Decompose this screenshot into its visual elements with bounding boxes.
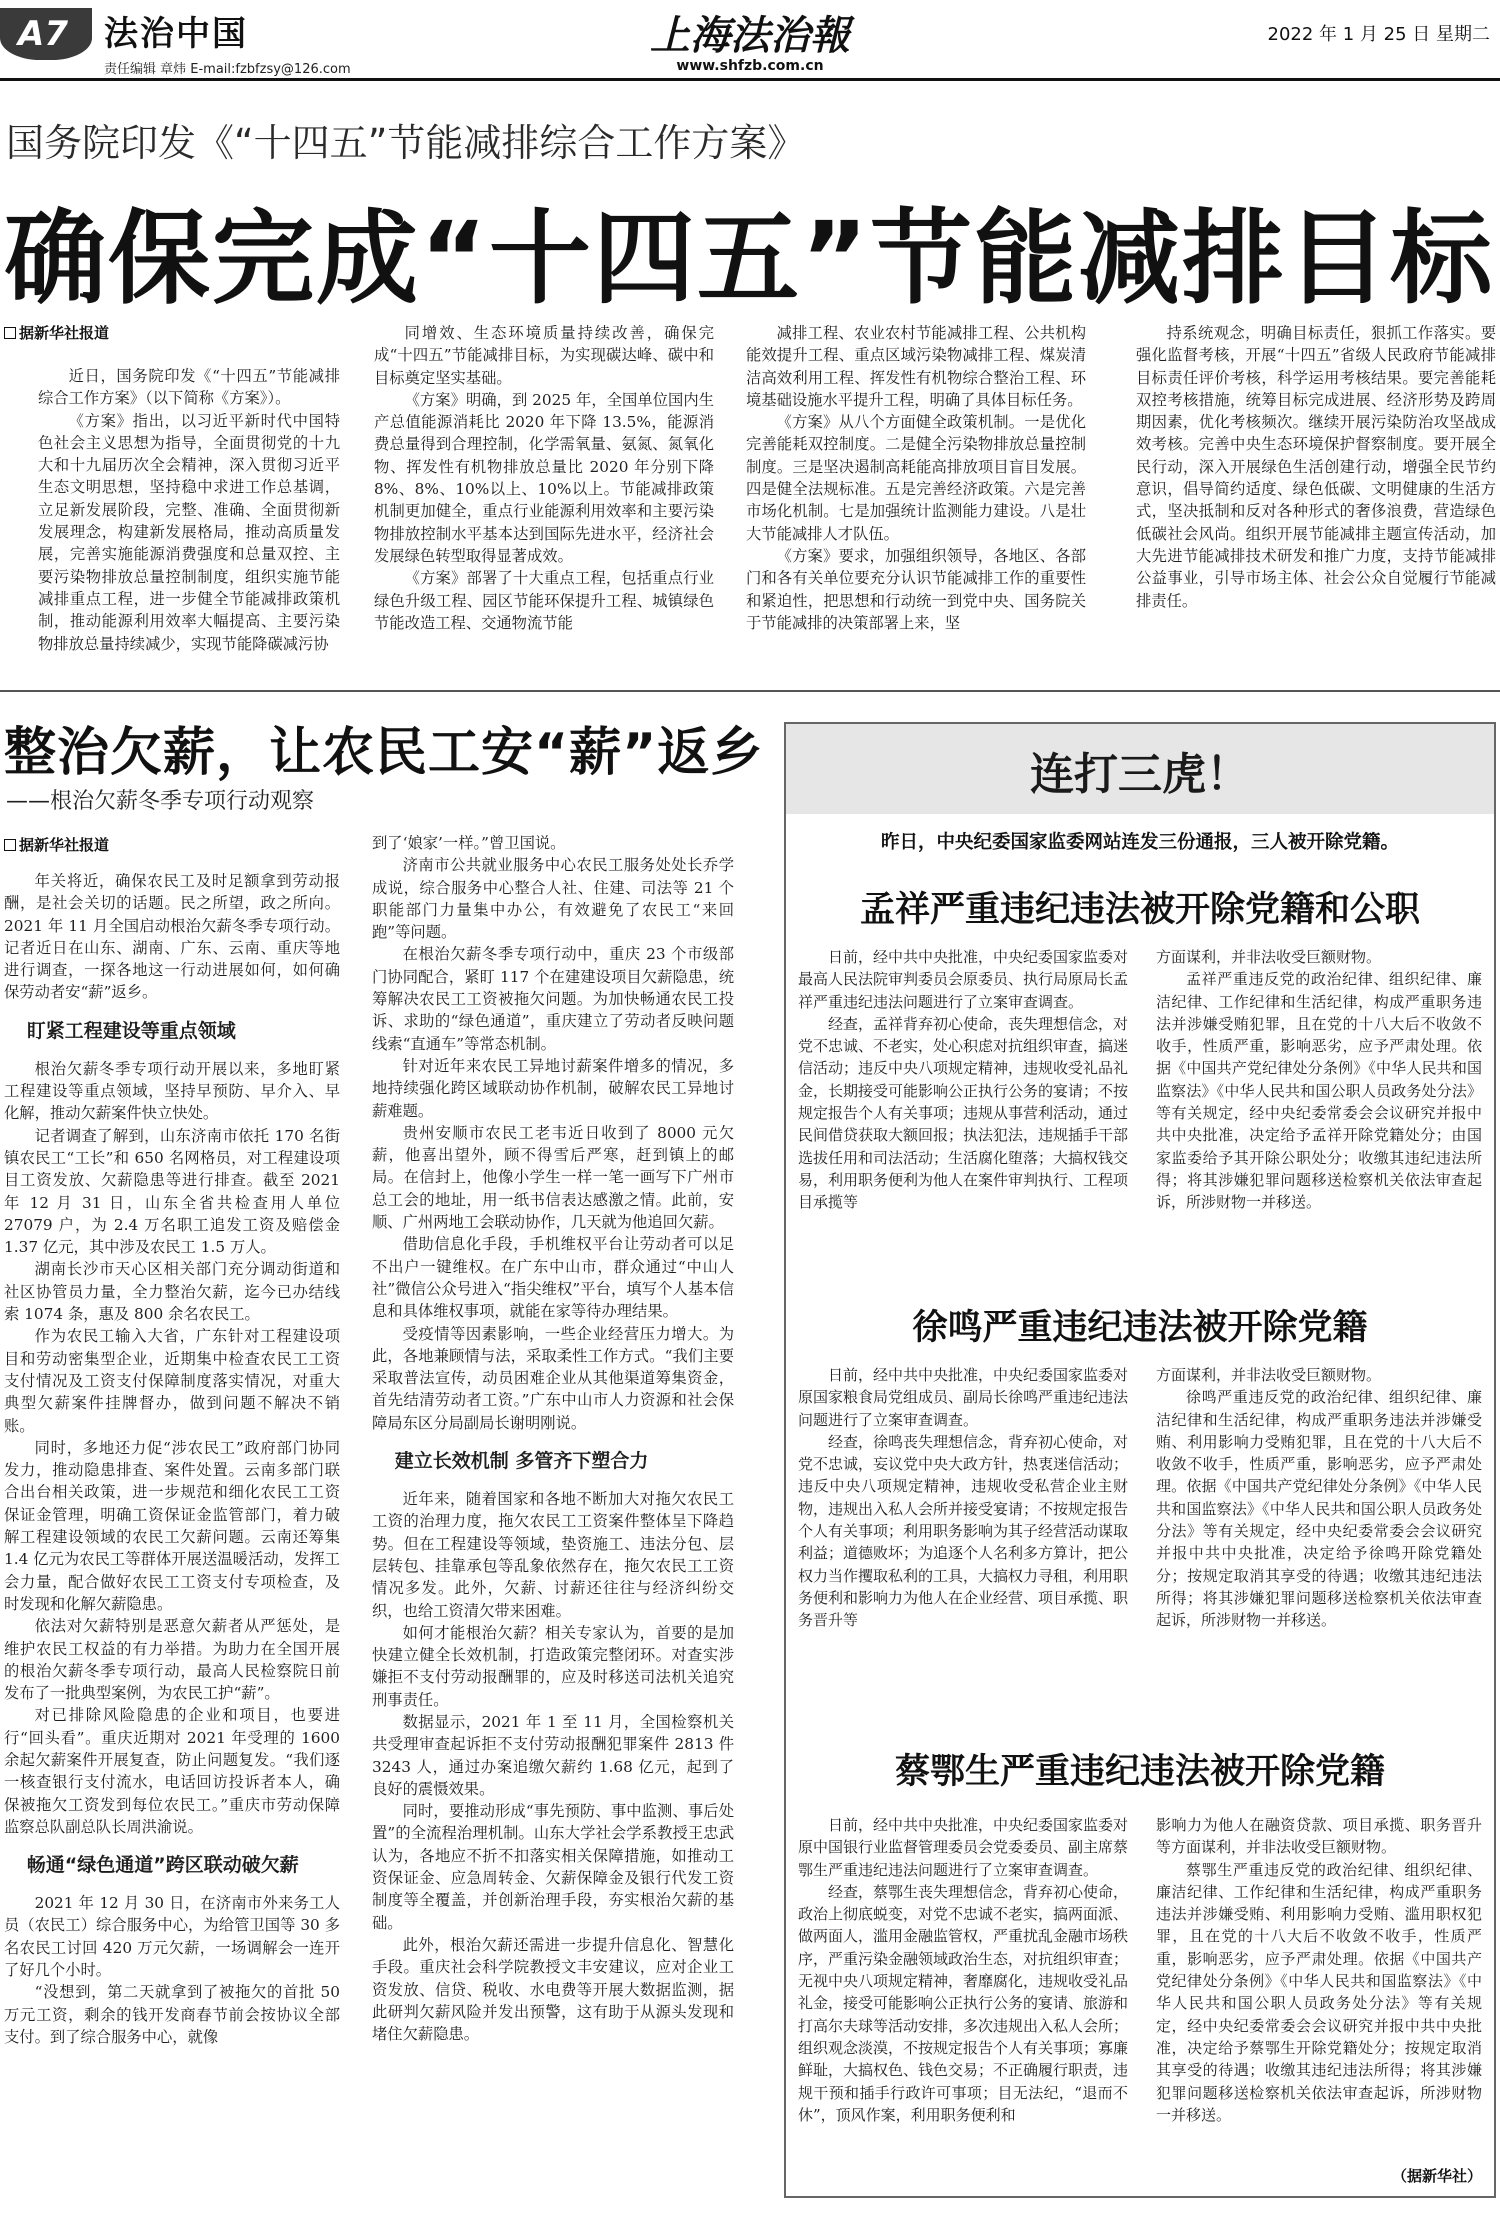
paragraph: 依法对欠薪特别是恶意欠薪者从严惩处，是维护农民工权益的有力举措。为助力在全国开展的根治欠薪冬季专项行动，最高人民检察院日前发布了一批典型案例，为农民工护“薪”。 bbox=[4, 1617, 340, 1703]
paragraph: 同时，多地还力促“涉农民工”政府部门协同发力，推动隐患排查、案件处置。云南多部门联合出台相关政策，进一步规范和细化农民工工资保证金管理，明确工资保证金监管部门，着力破解工程建设领域的农民工欠薪问题。云南还筹集 1.4 亿元为农民工等群体开展送温暖活动，发挥工会力量，配合做好农民工工资支付专项检查，及时发现和化解欠薪隐患。 bbox=[4, 1438, 340, 1613]
article1-kicker: 国务院印发《“十四五”节能减排综合工作方案》 bbox=[6, 121, 806, 165]
paragraph: 经查，蔡鄂生丧失理想信念，背弃初心使命，政治上彻底蜕变，对党不忠诚不老实，搞两面派、做两面人，滥用金融监管权，严重扰乱金融市场秩序，严重污染金融领域政治生态，对抗组织审查；无视中央八项规定精神，奢靡腐化，违规收受礼品礼金，接受可能影响公正执行公务的宴请、旅游和打高尔夫球等活动安排，多次违规出入私人会所；组织观念淡漠，不按规定报告个人有关事项；寡廉鲜耻，大搞权色、钱色交易；不正确履行职责，违规干预和插手行政许可事项；目无法纪，“退而不休”，顶风作案，利用职务便利和 bbox=[798, 1882, 1128, 2124]
subheading: 建立长效机制 多管齐下塑合力 bbox=[394, 1450, 649, 1473]
paragraph: 徐鸣严重违反党的政治纪律、组织纪律、廉洁纪律和生活纪律，构成严重职务违法并涉嫌受贿、利用影响力受贿犯罪，且在党的十八大后不收敛不收手，性质严重，影响恶劣，应予严肃处理。依据《中国共产党纪律处分条例》《中华人民共和国监察法》《中华人民共和国公职人员政务处分法》等有关规定，经中央纪委常委会会议研究并报中共中央批准，决定给予徐鸣开除党籍处分；按规定取消其享受的待遇；收缴其违纪违法所得；将其涉嫌犯罪问题移送检察机关依法审查起诉，所涉财物一并移送。 bbox=[1156, 1388, 1482, 1630]
sidebar-credit: （据新华社） bbox=[1391, 2167, 1482, 2185]
paragraph: 对已排除风险隐患的企业和项目，也要进行“回头看”。重庆近期对 2021 年受理的 1600 余起欠薪案件开展复查，防止问题复发。“我们逐一核查银行支付流水，电话回访投诉者本人，确保被拖欠工资发到每位农民工。”重庆市劳动保障监察总队副总队长周洪渝说。 bbox=[4, 1706, 340, 1836]
paragraph: 数据显示，2021 年 1 至 11 月，全国检察机关共受理审查起诉拒不支付劳动报酬犯罪案件 2813 件 3243 人，通过办案追缴欠薪约 1.68 亿元，起到了良好的震慑效果。 bbox=[372, 1712, 734, 1798]
article2-column-2 bbox=[372, 832, 734, 2225]
paragraph: 近年来，随着国家和各地不断加大对拖欠农民工工资的治理力度，拖欠农民工工资案件整体呈下降趋势。但在工程建设等领域，垫资施工、违法分包、层层转包、挂靠承包等乱象依然存在，拖欠农民工工资情况多发。此外，欠薪、讨薪还往往与经济纠纷交织，也给工资清欠带来困难。 bbox=[372, 1490, 734, 1620]
article1-byline-text: 据新华社报道 bbox=[19, 324, 110, 342]
paragraph: 湖南长沙市天心区相关部门充分调动街道和社区协管员力量，全力整治欠薪，迄今已办结线索 1074 条，惠及 800 余名农民工。 bbox=[4, 1260, 340, 1324]
paragraph: 蔡鄂生严重违反党的政治纪律、组织纪律、廉洁纪律、工作纪律和生活纪律，构成严重职务违法并涉嫌受贿、利用影响力受贿、滥用职权犯罪，且在党的十八大后不收敛不收手，性质严重，影响恶劣，应予严肃处理。依据《中国共产党纪律处分条例》《中华人民共和国监察法》《中华人民共和国公职人员政务处分法》等有关规定，经中央纪委常委会会议研究并报中共中央批准，决定给予蔡鄂生开除党籍处分；按规定取消其享受的待遇；收缴其违纪违法所得；将其涉嫌犯罪问题移送检察机关依法审查起诉，所涉财物一并移送。 bbox=[1156, 1860, 1482, 2124]
case-title: 孟祥严重违纪违法被开除党籍和公职 bbox=[859, 890, 1420, 930]
case-body-right bbox=[1156, 1814, 1482, 2162]
paragraph: 到了‘娘家’一样。”曾卫国说。 bbox=[372, 834, 566, 852]
sidebar-box bbox=[784, 722, 1496, 2198]
paragraph: 《方案》指出，以习近平新时代中国特色社会主义思想为指导，全面贯彻党的十九大和十九届历次全会精神，深入贯彻习近平生态文明思想，坚持稳中求进工作总基调，立足新发展阶段，完整、准确、全面贯彻新发展理念，构建新发展格局，推动高质量发展，完善实施能源消费强度和总量双控、主要污染物排放总量控制制度，组织实施节能减排重点工程，进一步健全节能减排政策机制，推动能源利用效率大幅提高、主要污染物排放总量持续减少，实现节能降碳减污协 bbox=[38, 411, 340, 653]
article1-column-1 bbox=[38, 365, 340, 680]
paragraph: 2021 年 12 月 30 日，在济南市外来务工人员（农民工）综合服务中心，为给管卫国等 30 多名农民工讨回 420 万元欠薪，一场调解会一连开了好几个小时。 bbox=[4, 1894, 340, 1980]
sidebar-title: 连打三虎！ bbox=[1030, 749, 1250, 800]
paragraph: 经查，徐鸣丧失理想信念，背弃初心使命，对党不忠诚，妄议党中央大政方针，热衷迷信活动；违反中央八项规定精神，违规收受私营企业主财物，违规出入私人会所并接受宴请；不按规定报告个人有关事项；利用职务影响为其子经营活动谋取利益；道德败坏；为追逐个人名利多方算计，把公权力当作攫取私利的工具，大搞权力寻租，利用职务便利和影响力为他人在企业经营、项目承揽、职务晋升等 bbox=[798, 1432, 1128, 1630]
masthead-rule bbox=[0, 78, 1500, 81]
paragraph: 此外，根治欠薪还需进一步提升信息化、智慧化手段。重庆社会科学院教授文丰安建议，应对企业工资发放、信贷、税收、水电费等开展大数据监测，据此研判欠薪风险并发出预警，这有助于从源头发现和堵住欠薪隐患。 bbox=[372, 1935, 734, 2044]
paragraph: 减排工程、农业农村节能减排工程、公共机构能效提升工程、重点区域污染物减排工程、煤炭清洁高效利用工程、挥发性有机物综合整治工程、环境基础设施水平提升工程，明确了具体目标任务。 bbox=[746, 324, 1086, 409]
case-body-left bbox=[798, 1364, 1128, 1742]
paragraph: 《方案》部署了十大重点工程，包括重点行业绿色升级工程、园区节能环保提升工程、城镇绿色节能改造工程、交通物流节能 bbox=[374, 569, 714, 632]
article2-headline: 整治欠薪，让农民工安“薪”返乡 bbox=[4, 723, 764, 783]
paragraph: 根治欠薪冬季专项行动开展以来，多地盯紧工程建设等重点领域，坚持早预防、早介入、早化解，推动欠薪案件快立快处。 bbox=[4, 1059, 340, 1123]
paragraph: 作为农民工输入大省，广东针对工程建设项目和劳动密集型企业，近期集中检查农民工工资支付情况及工资支付保障制度落实情况，对重大典型欠薪案件挂牌督办，做到问题不解决不销账。 bbox=[4, 1327, 340, 1435]
masthead bbox=[0, 0, 1500, 80]
paragraph: 近日，国务院印发《“十四五”节能减排综合工作方案》（以下简称《方案》）。 bbox=[38, 367, 340, 408]
byline-box-icon bbox=[4, 839, 16, 851]
article1-byline bbox=[4, 322, 109, 343]
paragraph: 影响力为他人在融资贷款、项目承揽、职务晋升等方面谋利，并非法收受巨额财物。 bbox=[1156, 1816, 1482, 1857]
paragraph: 日前，经中共中央批准，中央纪委国家监委对原国家粮食局党组成员、副局长徐鸣严重违纪违法问题进行了立案审查调查。 bbox=[798, 1366, 1128, 1429]
paragraph: 方面谋利，并非法收受巨额财物。 bbox=[1156, 948, 1382, 966]
paragraph: 日前，经中共中央批准，中央纪委国家监委对原中国银行业监督管理委员会党委委员、副主席蔡鄂生严重违纪违法问题进行了立案审查调查。 bbox=[798, 1816, 1128, 1879]
paragraph: 《方案》从八个方面健全政策机制。一是优化完善能耗双控制度。二是健全污染物排放总量控制制度。三是坚决遏制高耗能高排放项目盲目发展。四是健全法规标准。五是完善经济政策。六是完善市场化机制。七是加强统计监测能力建设。八是壮大节能减排人才队伍。 bbox=[746, 413, 1086, 543]
article1-headline: 确保完成“十四五”节能减排目标 bbox=[4, 200, 1495, 319]
paragraph: 日前，经中共中央批准，中央纪委国家监委对最高人民法院审判委员会原委员、执行局原局长孟祥严重违纪违法问题进行了立案审查调查。 bbox=[798, 948, 1128, 1011]
section-name: 法治中国 bbox=[104, 14, 248, 54]
paragraph: 《方案》明确，到 2025 年，全国单位国内生产总值能源消耗比 2020 年下降 13.5%，能源消费总量得到合理控制，化学需氧量、氨氮、氮氧化物、挥发性有机物排放总量比 2020 年分别下降 8%、8%、10%以上、10%以上。节能减排政策机制更加健全，重点行业能源利用效率和主要污染物排放控制水平基本达到国际先进水平，经济社会发展绿色转型取得显著成效。 bbox=[374, 390, 714, 565]
case-title: 蔡鄂生严重违纪违法被开除党籍 bbox=[894, 1752, 1385, 1792]
article1-column-4 bbox=[1136, 322, 1496, 680]
newspaper-logo: 上海法治報 bbox=[650, 12, 850, 59]
paragraph: 年关将近，确保农民工及时足额拿到劳动报酬，是社会关切的话题。民之所望，政之所向。2021 年 11 月全国启动根治欠薪冬季专项行动。记者近日在山东、湖南、广东、云南、重庆等地进行调查，一探各地这一行动进展如何，如何确保劳动者安“薪”返乡。 bbox=[4, 872, 340, 1002]
subheading: 畅通“绿色通道”跨区联动破欠薪 bbox=[26, 1854, 299, 1877]
article1-column-2 bbox=[374, 322, 714, 680]
paragraph: 贵州安顺市农民工老韦近日收到了 8000 元欠薪，他喜出望外，顾不得雪后严寒，赶到镇上的邮局。在信封上，他像小学生一样一笔一画写下广州市总工会的地址，用一纸书信表达感激之情。此前，安顺、广州两地工会联动协作，几天就为他追回欠薪。 bbox=[372, 1123, 734, 1232]
page-number-badge bbox=[0, 8, 92, 60]
case-body-left bbox=[798, 946, 1128, 1298]
article2-byline-text: 据新华社报道 bbox=[19, 836, 110, 854]
page-number: A7 bbox=[18, 14, 68, 54]
sidebar-lead: 昨日，中央纪委国家监委网站连发三份通报，三人被开除党籍。 bbox=[880, 832, 1399, 853]
case-body-left bbox=[798, 1814, 1128, 2162]
subheading: 盯紧工程建设等重点领域 bbox=[26, 1019, 236, 1042]
paragraph: 经查，孟祥背弃初心使命，丧失理想信念，对党不忠诚、不老实，处心积虑对抗组织审查，搞迷信活动；违反中央八项规定精神，违规收受礼品礼金，长期接受可能影响公正执行公务的宴请；不按规定报告个人有关事项；违规从事营利活动，通过民间借贷获取大额回报；执法犯法，违规插手干部选拔任用和司法活动；生活腐化堕落；大搞权钱交易，利用职务便利为他人在案件审判执行、工程项目承揽等 bbox=[798, 1014, 1128, 1212]
editor-line: 责任编辑 章炜 E-mail:fzbfzsy@126.com bbox=[104, 62, 351, 77]
article1-column-3 bbox=[746, 322, 1086, 680]
paragraph: 在根治欠薪冬季专项行动中，重庆 23 个市级部门协同配合，紧盯 117 个在建建设项目欠薪隐患，统筹解决农民工工资被拖欠问题。为加快畅通农民工投诉、求助的“绿色通道”，重庆建立了劳动者反映问题线索“直通车”等常态机制。 bbox=[372, 945, 734, 1053]
paragraph: “没想到，第二天就拿到了被拖欠的首批 50 万元工资，剩余的钱开发商春节前会按协议全部支付。到了综合服务中心，就像 bbox=[4, 1983, 340, 2046]
paragraph: 济南市公共就业服务中心农民工服务处处长乔学成说，综合服务中心整合人社、住建、司法等 21 个职能部门力量集中办公，有效避免了农民工“来回跑”等问题。 bbox=[372, 856, 734, 942]
byline-box-icon bbox=[4, 327, 16, 339]
paragraph: 持系统观念，明确目标责任，狠抓工作落实。要强化监督考核，开展“十四五”省级人民政府节能减排目标责任评价考核，科学运用考核结果。要完善能耗双控考核措施，统筹目标完成进展、经济形势及跨周期因素，优化考核频次。继续开展污染防治攻坚战成效考核。完善中央生态环境保护督察制度。要开展全民行动，深入开展绿色生活创建行动，增强全民节约意识，倡导简约适度、绿色低碳、文明健康的生活方式，坚决抵制和反对各种形式的奢侈浪费，营造绿色低碳社会风尚。组织开展节能减排主题宣传活动，加大先进节能减排技术研发和推广力度，支持节能减排公益事业，引导市场主体、社会公众自觉履行节能减排责任。 bbox=[1136, 324, 1496, 610]
section-divider bbox=[0, 690, 1500, 692]
paragraph: 《方案》要求，加强组织领导，各地区、各部门和各有关单位要充分认识节能减排工作的重要性和紧迫性，把思想和行动统一到党中央、国务院关于节能减排的决策部署上来，坚 bbox=[746, 546, 1086, 632]
paragraph: 方面谋利，并非法收受巨额财物。 bbox=[1156, 1366, 1382, 1384]
case-body-right bbox=[1156, 1364, 1482, 1742]
paragraph: 同时，要推动形成“事先预防、事中监测、事后处置”的全流程治理机制。山东大学社会学系教授王忠武认为，各地应不折不扣落实相关保障措施，如推动工资保证金、应急周转金、欠薪保障金及银行代发工资制度等全覆盖，并创新治理手段，夯实根治欠薪的基础。 bbox=[372, 1802, 734, 1932]
paragraph: 孟祥严重违反党的政治纪律、组织纪律、廉洁纪律、工作纪律和生活纪律，构成严重职务违法并涉嫌受贿犯罪，且在党的十八大后不收敛不收手，性质严重，影响恶劣，应予严肃处理。依据《中国共产党纪律处分条例》《中华人民共和国监察法》《中华人民共和国公职人员政务处分法》等有关规定，经中央纪委常委会会议研究并报中共中央批准，决定给予孟祥开除党籍处分；由国家监委给予其开除公职处分；收缴其违纪违法所得；将其涉嫌犯罪问题移送检察机关依法审查起诉，所涉财物一并移送。 bbox=[1156, 970, 1482, 1212]
article2-byline bbox=[4, 834, 109, 855]
newspaper-url: www.shfzb.com.cn bbox=[676, 58, 824, 74]
sidebar-header bbox=[786, 724, 1494, 814]
article2-subtitle: ——根治欠薪冬季专项行动观察 bbox=[6, 789, 315, 814]
case-title: 徐鸣严重违纪违法被开除党籍 bbox=[912, 1308, 1368, 1348]
paragraph: 同增效、生态环境质量持续改善，确保完成“十四五”节能减排目标，为实现碳达峰、碳中和目标奠定坚实基础。 bbox=[374, 324, 714, 387]
paragraph: 如何才能根治欠薪？相关专家认为，首要的是加快建立健全长效机制，打造政策完整闭环。对查实涉嫌拒不支付劳动报酬罪的，应及时移送司法机关追究刑事责任。 bbox=[372, 1623, 734, 1709]
paragraph: 借助信息化手段，手机维权平台让劳动者可以足不出户一键维权。在广东中山市，群众通过“中山人社”微信公众号进入“指尖维权”平台，填写个人基本信息和具体维权事项，就能在家等待办理结果。 bbox=[372, 1235, 734, 1321]
issue-date: 2022 年 1 月 25 日 星期二 bbox=[1267, 24, 1490, 45]
case-body-right bbox=[1156, 946, 1482, 1298]
paragraph: 受疫情等因素影响，一些企业经营压力增大。为此，各地兼顾情与法，采取柔性工作方式。“我们主要采取普法宣传，动员困难企业从其他渠道筹集资金，首先结清劳动者工资。”广东中山市人力资源和社会保障局东区分局副局长谢明刚说。 bbox=[372, 1324, 734, 1432]
article2-column-1 bbox=[4, 870, 340, 2225]
paragraph: 记者调查了解到，山东济南市依托 170 名街镇农民工“工长”和 650 名网格员，对工程建设项目工资发放、欠薪隐患等进行排查。截至 2021 年 12 月 31 日，山东全省共检查用人单位 27079 户，为 2.4 万名职工追发工资及赔偿金 1.37 亿元，其中涉及农民工 1.5 万人。 bbox=[4, 1126, 340, 1257]
paragraph: 针对近年来农民工异地讨薪案件增多的情况，多地持续强化跨区域联动协作机制，破解农民工异地讨薪难题。 bbox=[372, 1056, 734, 1120]
